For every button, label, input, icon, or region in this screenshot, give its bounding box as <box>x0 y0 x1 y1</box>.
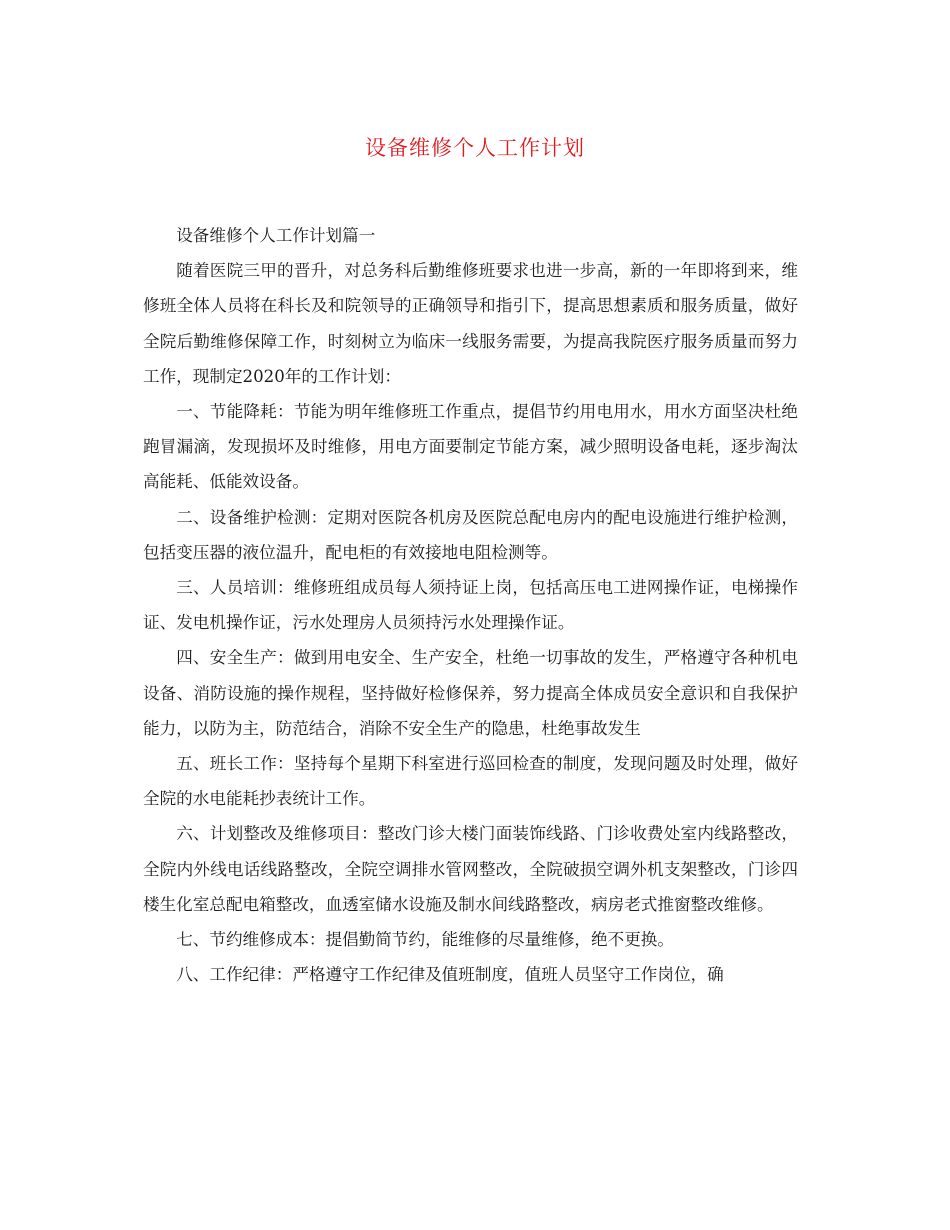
paragraph-rectification: 六、计划整改及维修项目：整改门诊大楼门面装饰线路、门诊收费处室内线路整改，全院内外线电话线路整改，全院空调排水管网整改，全院破损空调外机支架整改，门诊四楼生化室总配电箱整改，血透室储水设施及制水间线路整改，病房老式推窗整改维修。 <box>143 824 798 914</box>
document-body <box>143 218 798 992</box>
page-title: 设备维修个人工作计划 <box>365 136 585 160</box>
paragraph-safety: 四、安全生产：做到用电安全、生产安全，杜绝一切事故的发生，严格遵守各种机电设备、消防设施的操作规程，坚持做好检修保养，努力提高全体成员安全意识和自我保护能力，以防为主，防范结合，消除不安全生产的隐患，杜绝事故发生 <box>143 648 798 738</box>
section-heading: 设备维修个人工作计划篇一 <box>176 226 376 245</box>
paragraph-discipline: 八、工作纪律：严格遵守工作纪律及值班制度，值班人员坚守工作岗位，确 <box>176 965 724 985</box>
paragraph-energy-saving: 一、节能降耗：节能为明年维修班工作重点，提倡节约用电用水，用水方面坚决杜绝跑冒漏滴，发现损坏及时维修，用电方面要制定节能方案，减少照明设备电耗，逐步淘汰高能耗、低能效设备。 <box>143 402 798 492</box>
paragraph-team-leader: 五、班长工作：坚持每个星期下科室进行巡回检查的制度，发现问题及时处理，做好全院的水电能耗抄表统计工作。 <box>143 754 798 809</box>
paragraph-intro: 随着医院三甲的晋升，对总务科后勤维修班要求也进一步高，新的一年即将到来，维修班全体人员将在科长及和院领导的正确领导和指引下，提高思想素质和服务质量，做好全院后勤维修保障工作，时刻树立为临床一线服务需要，为提高我院医疗服务质量而努力工作，现制定2020年的工作计划： <box>143 261 798 386</box>
paragraph-cost-saving: 七、节约维修成本：提倡勤简节约，能维修的尽量维修，绝不更换。 <box>176 930 674 950</box>
paragraph-equipment-maintenance: 二、设备维护检测：定期对医院各机房及医院总配电房内的配电设施进行维护检测，包括变压器的液位温升，配电柜的有效接地电阻检测等。 <box>143 507 798 562</box>
paragraph-staff-training: 三、人员培训：维修班组成员每人须持证上岗，包括高压电工进网操作证，电梯操作证、发电机操作证，污水处理房人员须持污水处理操作证。 <box>143 578 798 633</box>
